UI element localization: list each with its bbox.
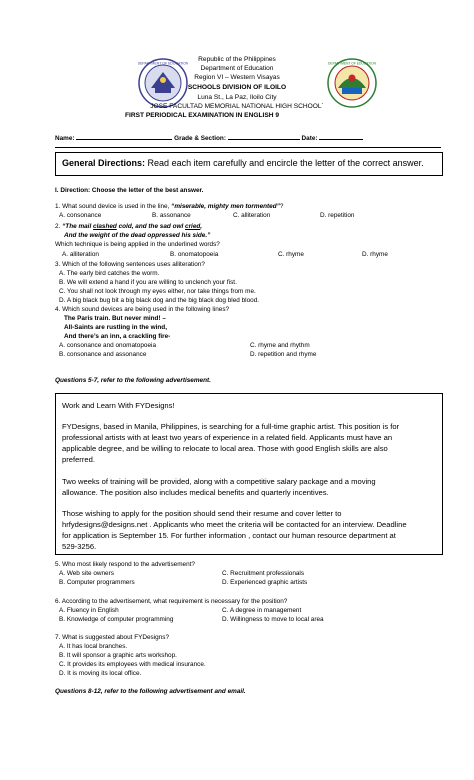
q2-choice-b[interactable]: B. onomatopoeia — [170, 251, 219, 258]
general-directions-title: General Directions: — [62, 158, 146, 168]
q3-choice-a[interactable]: A. The early bird catches the worm. — [59, 270, 160, 277]
exam-title: FIRST PERIODICAL EXAMINATION IN ENGLISH 9 — [125, 112, 279, 119]
q5-choice-d[interactable]: D. Experienced graphic artists — [222, 579, 308, 586]
q4-poem-line1: The Paris train. But never mind! – — [64, 315, 166, 322]
date-label: Date: — [301, 135, 318, 142]
header-address: Luna St., La Paz, Iloilo City — [197, 94, 277, 101]
header-republic: Republic of the Philippines — [198, 56, 276, 63]
grade-section-label: Grade & Section: — [174, 135, 226, 142]
q7-choice-c[interactable]: C. It provides its employees with medical insurance. — [59, 661, 206, 668]
name-field[interactable] — [76, 133, 172, 140]
q4-poem-line3: And there’s an inn, a crackling fire- — [64, 333, 171, 340]
svg-text:DEPARTMENT OF EDUCATION: DEPARTMENT OF EDUCATION — [328, 61, 376, 66]
q5-choice-b[interactable]: B. Computer programmers — [59, 579, 135, 586]
q1-choice-b[interactable]: B. assonance — [152, 212, 191, 219]
part1-direction: I. Direction: Choose the letter of the best answer. — [55, 187, 204, 194]
q4-poem-line2: All-Saints are rustling in the wind, — [64, 324, 167, 331]
q2-stem: Which technique is being applied in the underlined words? — [55, 241, 220, 248]
q4-choice-a[interactable]: A. consonance and onomatopoeia — [59, 342, 156, 349]
q4-choice-c[interactable]: C. rhyme and rhythm — [250, 342, 310, 349]
q2-choice-d[interactable]: D. rhyme — [362, 251, 388, 258]
svg-text:DEPARTMENT OF EDUCATION: DEPARTMENT OF EDUCATION — [138, 61, 188, 66]
general-directions-text: Read each item carefully and encircle the letter of the correct answer. — [147, 158, 424, 168]
ad-paragraph-3: Those wishing to apply for the position should send their resume and cover letter to hrfydesigns@designs.net . Applicants who meet the criteria will be contacted for an interview. Deadline for application is September 15. For further information , contact our human resource department at 529-3256. — [62, 509, 407, 551]
q2-quote-line1: 2. “The mail clashed cold, and the sad owl cried, — [55, 223, 203, 230]
q1-choice-c[interactable]: C. alliteration — [233, 212, 271, 219]
ad-paragraph-2: Two weeks of training will be provided, along with a competitive salary package and a moving allowance. The position also includes medical benefits and quarterly incentives. — [62, 477, 376, 497]
q1-stem: 1. What sound device is used in the line, “miserable, mighty men tormented”? — [55, 203, 284, 210]
q5-choice-c[interactable]: C. Recruitment professionals — [222, 570, 305, 577]
q6-stem: 6. According to the advertisement, what requirement is necessary for the position? — [55, 598, 288, 605]
q7-stem: 7. What is suggested about FYDesigns? — [55, 634, 170, 641]
q2-choice-c[interactable]: C. rhyme — [278, 251, 304, 258]
q7-choice-d[interactable]: D. It is moving its local office. — [59, 670, 142, 677]
q5-choice-a[interactable]: A. Web site owners — [59, 570, 114, 577]
advertisement-box — [55, 393, 443, 555]
student-info-row — [55, 133, 363, 143]
header-department: Department of Education — [200, 65, 274, 72]
header-region: Region VI – Western Visayas — [194, 74, 280, 81]
q7-choice-b[interactable]: B. It will sponsor a graphic arts workshop. — [59, 652, 177, 659]
q6-choice-d[interactable]: D. Willingness to move to local area — [222, 616, 324, 623]
q3-stem: 3. Which of the following sentences uses alliteration? — [55, 261, 205, 268]
q2-choice-a[interactable]: A. alliteration — [62, 251, 99, 258]
q1-choice-a[interactable]: A. consonance — [59, 212, 102, 219]
q1-choice-d[interactable]: D. repetition — [320, 212, 355, 219]
name-label: Name: — [55, 135, 75, 142]
ad-paragraph-1: FYDesigns, based in Manila, Philippines, is searching for a full-time graphic artist. This position is for professional artists with at least two years of experience in a related field. Applicants must have an applicable degree, and be willing to relocate to local area. Those with good English skills are also preferred. — [62, 422, 400, 464]
q6-choice-b[interactable]: B. Knowledge of computer programming — [59, 616, 174, 623]
date-field[interactable] — [319, 133, 363, 140]
divider — [55, 147, 441, 148]
q3-choice-c[interactable]: C. You shall not look through my eyes either, nor take things from me. — [59, 288, 256, 295]
grade-section-field[interactable] — [228, 133, 300, 140]
questions-5-7-intro: Questions 5-7, refer to the following advertisement. — [55, 377, 211, 384]
q2-quote-line2: And the weight of the dead oppressed his side.” — [64, 232, 211, 239]
ad-title: Work and Learn With FYDesigns! — [62, 401, 175, 410]
q4-choice-d[interactable]: D. repetition and rhyme — [250, 351, 317, 358]
q3-choice-b[interactable]: B. We will extend a hand if you are willing to unclench your fist. — [59, 279, 237, 286]
q5-stem: 5. Who most likely respond to the advertisement? — [55, 561, 195, 568]
q4-stem: 4. Which sound devices are being used in the following lines? — [55, 306, 230, 313]
q3-choice-d[interactable]: D. A big black bug bit a big black dog and the big black dog bled blood. — [59, 297, 260, 304]
q6-choice-a[interactable]: A. Fluency in English — [59, 607, 119, 614]
header-division: SCHOOLS DIVISION OF ILOILO — [187, 84, 287, 91]
q7-choice-a[interactable]: A. It has local branches. — [59, 643, 128, 650]
questions-8-12-intro: Questions 8-12, refer to the following advertisement and email. — [55, 688, 246, 695]
q6-choice-c[interactable]: C. A degree in management — [222, 607, 302, 614]
general-directions-box — [55, 152, 443, 176]
header-school: JOSE FACULTAD MEMORIAL NATIONAL HIGH SCHOOL` — [150, 103, 324, 110]
q4-choice-b[interactable]: B. consonance and assonance — [59, 351, 147, 358]
